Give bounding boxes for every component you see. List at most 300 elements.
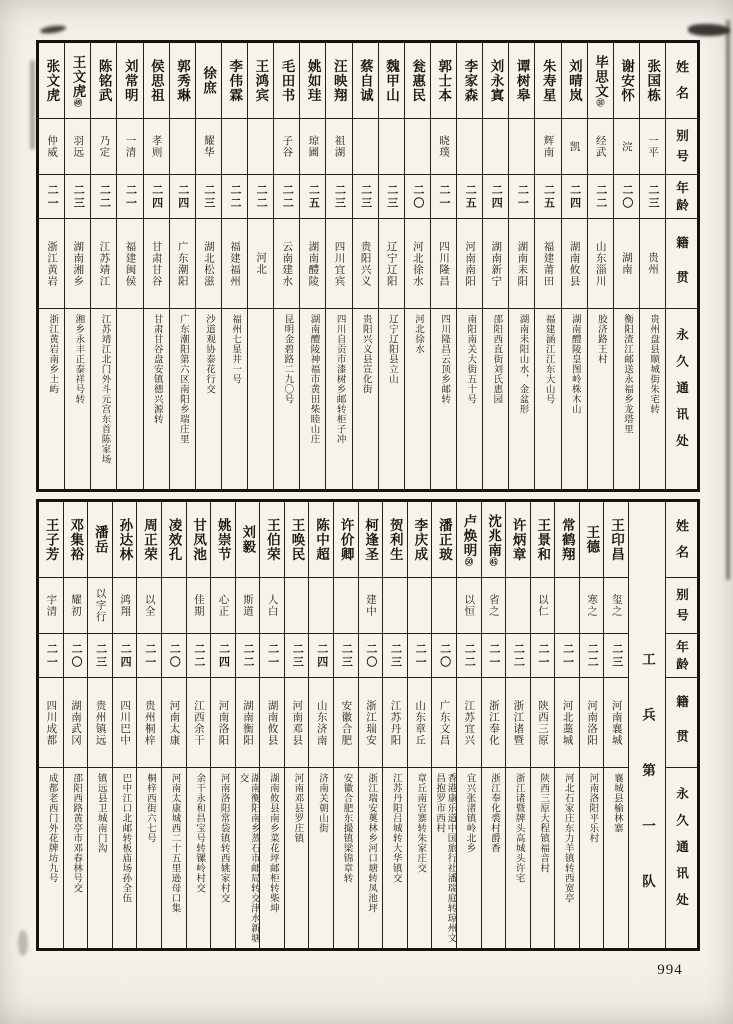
header-origin-text: 籍贯 bbox=[674, 695, 689, 764]
alias-cell-text: 祖湖 bbox=[333, 135, 345, 158]
age-cell-text: 二一 bbox=[124, 183, 137, 210]
alias-cell bbox=[535, 119, 560, 175]
address-cell bbox=[117, 309, 142, 489]
address-cell-text: 南阳南关大街五十号 bbox=[465, 314, 476, 404]
person-column bbox=[248, 43, 274, 489]
person-column bbox=[196, 43, 222, 489]
origin-cell bbox=[144, 219, 169, 309]
origin-cell-text: 山东章丘 bbox=[414, 699, 426, 746]
person-column bbox=[117, 43, 143, 489]
header-origin-text: 籍贯 bbox=[674, 236, 689, 305]
origin-cell bbox=[187, 678, 211, 768]
address-cell-text: 巴中江口北邮转板庙场孙全伍 bbox=[120, 773, 131, 903]
age-cell-text: 二二 bbox=[594, 183, 607, 210]
address-cell bbox=[506, 768, 530, 948]
person-name-cell bbox=[405, 43, 430, 119]
origin-cell bbox=[196, 219, 221, 309]
footnote-mark: ㊾ bbox=[73, 98, 83, 107]
address-cell-text: 胶济路王村 bbox=[595, 314, 606, 364]
alias-cell-text: 一清 bbox=[124, 135, 136, 158]
person-name-cell bbox=[137, 502, 161, 578]
person-column bbox=[555, 502, 580, 948]
age-cell bbox=[260, 634, 284, 678]
person-name: 陈中超 bbox=[314, 517, 330, 562]
person-column bbox=[405, 43, 431, 489]
origin-cell-text: 贵阳兴义 bbox=[359, 240, 371, 287]
age-cell bbox=[457, 634, 481, 678]
address-cell-text: 成都老西门外花牌坊九号 bbox=[46, 773, 57, 883]
person-name-cell bbox=[170, 43, 195, 119]
alias-cell-text: 经武 bbox=[594, 135, 606, 158]
alias-cell-text: 耀初 bbox=[70, 594, 81, 617]
age-cell bbox=[535, 175, 560, 219]
address-cell bbox=[91, 309, 116, 489]
person-column bbox=[170, 43, 196, 489]
alias-cell bbox=[408, 578, 432, 634]
age-cell-text: 二一 bbox=[266, 642, 279, 669]
origin-cell-text: 四川巴中 bbox=[119, 699, 131, 746]
origin-cell bbox=[137, 678, 161, 768]
age-cell-text: 二一 bbox=[536, 642, 549, 669]
origin-cell bbox=[457, 219, 482, 309]
scan-smudge bbox=[40, 24, 67, 35]
page-number: 994 bbox=[657, 962, 683, 978]
person-column bbox=[509, 43, 535, 489]
person-name-cell bbox=[326, 43, 351, 119]
address-cell-text: 贵州盘县顺城街朱宅转 bbox=[648, 314, 659, 414]
header-name bbox=[666, 502, 697, 578]
origin-cell bbox=[432, 678, 456, 768]
address-cell bbox=[187, 768, 211, 948]
person-name: 甘凤池 bbox=[191, 517, 207, 562]
person-name: 刘永寘 bbox=[488, 58, 504, 103]
alias-cell-text: 斯道 bbox=[242, 594, 254, 617]
address-cell-text: 湖南醴陵皇图岭株木山 bbox=[569, 314, 580, 414]
age-cell bbox=[604, 634, 628, 678]
person-column bbox=[285, 502, 310, 948]
address-cell-text: 湖南攸县南乡菜花坪邮柜转柴坤 bbox=[267, 773, 278, 913]
person-name-cell bbox=[162, 502, 186, 578]
address-cell-text: 浙江诸暨牌头高城头许宅 bbox=[513, 773, 524, 883]
header-alias bbox=[666, 578, 697, 634]
address-cell-text: 湖南醴陵神福市黄田柴睦山庄 bbox=[308, 314, 319, 444]
age-cell-text: 二二 bbox=[281, 183, 294, 210]
age-cell-text: 二二 bbox=[242, 642, 255, 669]
header-alias bbox=[666, 119, 697, 175]
alias-cell-text: 佳期 bbox=[192, 594, 204, 617]
address-cell-text: 浙江奉化裘村爵香 bbox=[489, 773, 500, 853]
person-column bbox=[457, 43, 483, 489]
address-cell bbox=[260, 768, 284, 948]
alias-cell bbox=[483, 119, 508, 175]
origin-cell bbox=[535, 219, 560, 309]
address-cell-text: 湘乡永丰正泰祥号转 bbox=[73, 314, 84, 404]
person-column bbox=[408, 502, 433, 948]
address-cell-text: 桐梓西街六七号 bbox=[144, 773, 155, 843]
age-cell-text: 二二 bbox=[255, 183, 268, 210]
person-name-cell bbox=[509, 43, 534, 119]
person-name: 刘晴岚 bbox=[566, 58, 582, 103]
roster-table bbox=[36, 40, 700, 951]
alias-cell-text: 耀华 bbox=[202, 135, 214, 158]
origin-cell-text: 云南建水 bbox=[281, 240, 293, 287]
age-cell bbox=[326, 175, 351, 219]
person-name: 邓集裕 bbox=[68, 517, 84, 562]
origin-cell-text: 四川隆昌 bbox=[437, 240, 449, 287]
age-cell bbox=[39, 634, 63, 678]
age-cell-text: 二三 bbox=[389, 642, 402, 669]
age-cell bbox=[144, 175, 169, 219]
origin-cell bbox=[482, 678, 506, 768]
person-name-cell bbox=[144, 43, 169, 119]
person-name: 魏甲山 bbox=[383, 58, 399, 103]
origin-cell bbox=[39, 219, 64, 309]
age-cell bbox=[211, 634, 235, 678]
person-name-cell bbox=[222, 43, 247, 119]
address-cell bbox=[482, 768, 506, 948]
unit-label-text: 工兵第一队 bbox=[640, 652, 655, 930]
address-cell bbox=[483, 309, 508, 489]
person-column bbox=[187, 502, 212, 948]
person-name-cell bbox=[88, 502, 112, 578]
person-name: 李家森 bbox=[462, 58, 478, 103]
person-name: 汪映翔 bbox=[331, 58, 347, 103]
origin-cell bbox=[383, 678, 407, 768]
origin-cell-text: 浙江瑞安 bbox=[364, 699, 376, 746]
alias-cell bbox=[39, 578, 63, 634]
person-column bbox=[88, 502, 113, 948]
alias-cell bbox=[326, 119, 351, 175]
address-cell bbox=[588, 309, 613, 489]
age-cell-text: 二〇 bbox=[69, 642, 82, 669]
age-cell-text: 二一 bbox=[46, 183, 59, 210]
origin-cell-text: 广东文昌 bbox=[438, 699, 450, 746]
origin-cell-text: 福建闽侯 bbox=[124, 240, 136, 287]
alias-cell-text: 琼圃 bbox=[307, 135, 319, 158]
age-cell bbox=[383, 634, 407, 678]
age-cell-text: 二二 bbox=[586, 642, 599, 669]
header-alias-text: 别号 bbox=[674, 588, 689, 629]
age-cell bbox=[509, 175, 534, 219]
age-cell-text: 二四 bbox=[315, 642, 328, 669]
age-cell bbox=[379, 175, 404, 219]
person-name: 张国栋 bbox=[645, 58, 661, 103]
origin-cell-text: 湖南湘乡 bbox=[72, 240, 84, 287]
age-cell-text: 二一 bbox=[487, 642, 500, 669]
age-cell-text: 二〇 bbox=[620, 183, 633, 210]
alias-cell-text: 子谷 bbox=[281, 135, 293, 158]
person-column bbox=[334, 502, 359, 948]
origin-cell bbox=[359, 678, 383, 768]
address-cell bbox=[144, 309, 169, 489]
alias-cell bbox=[162, 578, 186, 634]
address-cell-text: 河南太康城西二十五里逊母口集 bbox=[169, 773, 180, 913]
alias-cell bbox=[113, 578, 137, 634]
age-cell bbox=[137, 634, 161, 678]
age-cell-text: 二一 bbox=[45, 642, 58, 669]
person-column bbox=[531, 502, 556, 948]
address-cell bbox=[300, 309, 325, 489]
origin-cell bbox=[604, 678, 628, 768]
address-cell-text: 浙江黄岩南乡土屿 bbox=[47, 314, 58, 394]
origin-cell bbox=[248, 219, 273, 309]
person-name-cell bbox=[379, 43, 404, 119]
person-name: 李庆成 bbox=[412, 517, 428, 562]
person-name: 王伯荣 bbox=[264, 517, 280, 562]
age-cell-text: 二五 bbox=[542, 183, 555, 210]
person-name: 孙达林 bbox=[117, 517, 133, 562]
origin-cell-text: 甘肃甘谷 bbox=[150, 240, 162, 287]
person-column bbox=[309, 502, 334, 948]
person-name: 常鹤翔 bbox=[559, 517, 575, 562]
address-cell-text: 福建涵江江东大山号 bbox=[543, 314, 554, 404]
address-cell-text: 河南邓县罗庄镇 bbox=[292, 773, 303, 843]
header-address bbox=[666, 768, 697, 948]
person-column bbox=[300, 43, 326, 489]
person-name-cell bbox=[64, 502, 88, 578]
roster-section-top bbox=[36, 40, 700, 492]
person-name: 侯思祖 bbox=[148, 58, 164, 103]
alias-cell bbox=[187, 578, 211, 634]
person-name: 刘毅 bbox=[240, 525, 256, 554]
person-name-cell bbox=[274, 43, 299, 119]
age-cell-text: 二二 bbox=[512, 642, 525, 669]
person-name: 李伟霖 bbox=[227, 58, 243, 103]
alias-cell bbox=[274, 119, 299, 175]
address-cell-text: 襄城县榆林寨 bbox=[611, 773, 622, 833]
age-cell-text: 二〇 bbox=[411, 183, 424, 210]
origin-cell-text: 山东淄川 bbox=[594, 240, 606, 287]
origin-cell bbox=[309, 678, 333, 768]
origin-cell bbox=[640, 219, 665, 309]
address-cell bbox=[274, 309, 299, 489]
age-cell-text: 二四 bbox=[217, 642, 230, 669]
alias-cell bbox=[580, 578, 604, 634]
alias-cell bbox=[562, 119, 587, 175]
origin-cell bbox=[408, 678, 432, 768]
origin-cell-text: 河南南阳 bbox=[464, 240, 476, 287]
person-name: 郭士本 bbox=[436, 58, 452, 103]
person-name: 张文虎 bbox=[44, 58, 60, 103]
address-cell-text: 甘肃甘谷盘安镇德兴源转 bbox=[151, 314, 162, 424]
origin-cell-text: 湖南醴陵 bbox=[307, 240, 319, 287]
alias-cell bbox=[88, 578, 112, 634]
person-name-cell bbox=[506, 502, 530, 578]
person-name: 许炳章 bbox=[510, 517, 526, 562]
age-cell bbox=[196, 175, 221, 219]
origin-cell-text: 河北徐水 bbox=[411, 240, 423, 287]
person-column bbox=[483, 43, 509, 489]
header-age-text: 年龄 bbox=[674, 640, 689, 675]
origin-cell bbox=[170, 219, 195, 309]
alias-cell bbox=[482, 578, 506, 634]
origin-cell bbox=[39, 678, 63, 768]
person-name: 谢安怀 bbox=[619, 58, 635, 103]
person-name-cell bbox=[113, 502, 137, 578]
origin-cell bbox=[91, 219, 116, 309]
person-name: 王景和 bbox=[535, 517, 551, 562]
person-name-cell bbox=[334, 502, 358, 578]
address-cell-text: 河北石家庄东力羊镇转西宽亭 bbox=[562, 773, 573, 903]
alias-cell bbox=[137, 578, 161, 634]
origin-cell bbox=[353, 219, 378, 309]
address-cell bbox=[88, 768, 112, 948]
alias-cell bbox=[211, 578, 235, 634]
person-name-cell bbox=[457, 43, 482, 119]
age-cell-text: 二三 bbox=[333, 183, 346, 210]
address-cell-text: 宜兴张渚镇岭北乡 bbox=[464, 773, 475, 853]
alias-cell-text: 辉南 bbox=[542, 135, 554, 158]
address-cell bbox=[432, 768, 456, 948]
person-name: 刘常明 bbox=[122, 58, 138, 103]
origin-cell-text: 浙江诸暨 bbox=[512, 699, 524, 746]
person-name: 王文虎㊾ bbox=[70, 54, 86, 107]
origin-cell bbox=[260, 678, 284, 768]
address-cell bbox=[405, 309, 430, 489]
age-cell bbox=[91, 175, 116, 219]
origin-cell bbox=[555, 678, 579, 768]
address-cell bbox=[457, 309, 482, 489]
person-name-cell bbox=[432, 502, 456, 578]
person-column bbox=[144, 43, 170, 489]
origin-cell-text: 江苏丹阳 bbox=[389, 699, 401, 746]
person-column bbox=[431, 43, 457, 489]
alias-cell bbox=[379, 119, 404, 175]
age-cell bbox=[405, 175, 430, 219]
origin-cell bbox=[405, 219, 430, 309]
age-cell bbox=[614, 175, 639, 219]
person-name: 蔡自诚 bbox=[357, 58, 373, 103]
alias-cell-text: 浣 bbox=[620, 140, 632, 153]
scan-smudge bbox=[18, 930, 28, 956]
origin-cell-text: 湖南耒阳 bbox=[516, 240, 528, 287]
alias-cell bbox=[383, 578, 407, 634]
age-cell-text: 二二 bbox=[98, 183, 111, 210]
address-cell bbox=[39, 309, 64, 489]
alias-cell bbox=[555, 578, 579, 634]
origin-cell-text: 福建莆田 bbox=[542, 240, 554, 287]
unit-label-column bbox=[629, 502, 666, 948]
person-column bbox=[211, 502, 236, 948]
person-name: 卢焕明㊿ bbox=[461, 513, 477, 566]
alias-cell bbox=[432, 578, 456, 634]
origin-cell-text: 湖南攸县 bbox=[266, 699, 278, 746]
address-cell bbox=[535, 309, 560, 489]
address-cell bbox=[309, 768, 333, 948]
address-cell bbox=[162, 768, 186, 948]
address-cell-text: 昆明金碧路二九〇号 bbox=[282, 314, 293, 404]
origin-cell-text: 河南襄城 bbox=[610, 699, 622, 746]
address-cell-text: 四川隆昌云顶乡邮转 bbox=[439, 314, 450, 404]
address-cell bbox=[326, 309, 351, 489]
age-cell bbox=[162, 634, 186, 678]
address-cell-text: 香港康乐道中国旅行社潘瑞庭转琼州文昌抱罗市西村 bbox=[434, 773, 456, 943]
person-name: 凌效孔 bbox=[166, 517, 182, 562]
person-name: 周正荣 bbox=[141, 517, 157, 562]
alias-cell bbox=[64, 578, 88, 634]
address-cell bbox=[359, 768, 383, 948]
person-column bbox=[326, 43, 352, 489]
origin-cell bbox=[506, 678, 530, 768]
age-cell bbox=[482, 634, 506, 678]
origin-cell-text: 湖南衡阳 bbox=[242, 699, 254, 746]
person-name-cell bbox=[39, 43, 64, 119]
address-cell-text: 浙江瑞安薁林乡河口塘转凤池坪 bbox=[366, 773, 377, 913]
person-name-cell bbox=[482, 502, 506, 578]
age-cell bbox=[640, 175, 665, 219]
age-cell bbox=[483, 175, 508, 219]
age-cell bbox=[236, 634, 260, 678]
origin-cell-text: 河南太康 bbox=[168, 699, 180, 746]
person-name-cell bbox=[211, 502, 235, 578]
person-column bbox=[580, 502, 605, 948]
scan-smudge bbox=[688, 24, 730, 36]
age-cell bbox=[555, 634, 579, 678]
age-cell bbox=[64, 634, 88, 678]
person-name: 许价卿 bbox=[338, 517, 354, 562]
address-cell bbox=[431, 309, 456, 489]
age-cell-text: 二四 bbox=[150, 183, 163, 210]
address-cell-text: 济南关朝山街 bbox=[316, 773, 327, 833]
address-cell bbox=[614, 309, 639, 489]
alias-cell bbox=[457, 578, 481, 634]
origin-cell-text: 福建福州 bbox=[228, 240, 240, 287]
origin-cell bbox=[285, 678, 309, 768]
age-cell bbox=[300, 175, 325, 219]
origin-cell-text: 四川宜宾 bbox=[333, 240, 345, 287]
footnote-mark: ㊺ bbox=[489, 557, 499, 566]
alias-cell-text: 建中 bbox=[364, 594, 376, 617]
origin-cell-text: 河北 bbox=[255, 252, 267, 275]
origin-cell bbox=[113, 678, 137, 768]
origin-cell bbox=[88, 678, 112, 768]
address-cell-text: 余干永和昌宝号转镙岭村交 bbox=[194, 773, 205, 893]
person-column bbox=[137, 502, 162, 948]
person-name: 徐庶 bbox=[201, 66, 217, 95]
header-address-text: 永久通讯处 bbox=[674, 328, 689, 461]
origin-cell-text: 山东济南 bbox=[315, 699, 327, 746]
person-name: 王唤民 bbox=[289, 517, 305, 562]
person-name: 姚崇节 bbox=[215, 517, 231, 562]
person-column bbox=[383, 502, 408, 948]
age-cell bbox=[334, 634, 358, 678]
age-cell bbox=[408, 634, 432, 678]
age-cell-text: 二三 bbox=[359, 183, 372, 210]
age-cell bbox=[88, 634, 112, 678]
address-cell bbox=[509, 309, 534, 489]
person-name-cell bbox=[260, 502, 284, 578]
person-column bbox=[588, 43, 614, 489]
address-cell-text: 邵阳西路黄亭市邓春林号交 bbox=[71, 773, 82, 893]
alias-cell-text: 一平 bbox=[646, 135, 658, 158]
alias-cell bbox=[170, 119, 195, 175]
age-cell-text: 二四 bbox=[119, 642, 132, 669]
person-column bbox=[39, 502, 64, 948]
age-cell-text: 二一 bbox=[437, 183, 450, 210]
alias-cell-text: 省之 bbox=[487, 594, 499, 617]
person-name-cell bbox=[562, 43, 587, 119]
origin-cell bbox=[236, 678, 260, 768]
age-cell-text: 二三 bbox=[340, 642, 353, 669]
person-name-cell bbox=[640, 43, 665, 119]
alias-cell bbox=[353, 119, 378, 175]
age-cell-text: 二四 bbox=[568, 183, 581, 210]
person-column bbox=[113, 502, 138, 948]
person-name-cell bbox=[457, 502, 481, 578]
person-name: 郭秀琳 bbox=[174, 58, 190, 103]
alias-cell-text: 以全 bbox=[143, 594, 155, 617]
origin-cell-text: 江苏靖江 bbox=[98, 240, 110, 287]
